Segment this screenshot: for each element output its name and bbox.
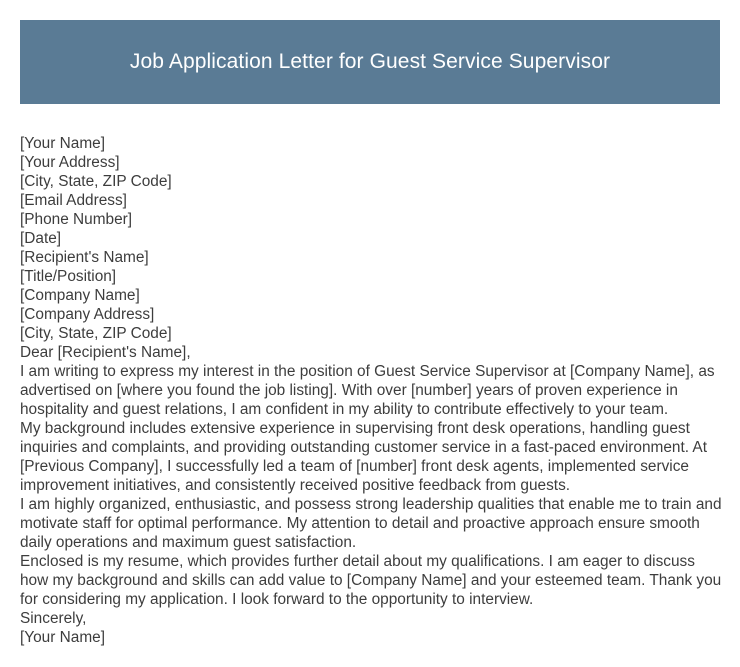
recipient-block: [20, 248, 722, 343]
recipient-title: [Title/Position]: [20, 268, 117, 285]
signature: [Your Name]: [20, 629, 105, 646]
letter-date: [Date]: [20, 230, 62, 247]
paragraph-experience: My background includes extensive experience in supervising front desk operations, handling guest inquiries and complaints, and providing outstanding customer service in a fast-paced environment. At [Previous Company], I successfully led a team of [number] front desk agents, implemented service improvement initiatives, and consistently received positive feedback from guests.: [20, 420, 707, 494]
closing: Sincerely,: [20, 610, 87, 627]
recipient-company: [Company Name]: [20, 287, 140, 304]
recipient-name: [Recipient's Name]: [20, 249, 149, 266]
paragraph-qualities: I am highly organized, enthusiastic, and possess strong leadership qualities that enable me to train and motivate staff for optimal performance. My attention to detail and proactive approach ensure smooth daily operations and maximum guest satisfaction.: [20, 496, 722, 551]
paragraph-closing: Enclosed is my resume, which provides further detail about my qualifications. I am eager to discuss how my background and skills can add value to [Company Name] and your esteemed team. Thank you for considering my application. I look forward to the opportunity to interview.: [20, 553, 722, 608]
paragraph-intro: I am writing to express my interest in the position of Guest Service Supervisor at [Company Name], as advertised on [where you found the job listing]. With over [number] years of proven experience in hospitality and guest relations, I am confident in my ability to contribute effectively to your team.: [20, 363, 715, 418]
recipient-address: [Company Address]: [20, 306, 155, 323]
title-banner: [20, 20, 720, 104]
sender-block: [20, 134, 722, 248]
sender-phone: [Phone Number]: [20, 211, 133, 228]
sender-name: [Your Name]: [20, 135, 105, 152]
salutation: Dear [Recipient's Name],: [20, 344, 191, 361]
sender-address: [Your Address]: [20, 154, 120, 171]
sender-email: [Email Address]: [20, 192, 127, 209]
page-title: Job Application Letter for Guest Service Supervisor: [129, 50, 611, 73]
recipient-city-state-zip: [City, State, ZIP Code]: [20, 325, 172, 342]
letter-body: [20, 134, 722, 647]
sender-city-state-zip: [City, State, ZIP Code]: [20, 173, 172, 190]
